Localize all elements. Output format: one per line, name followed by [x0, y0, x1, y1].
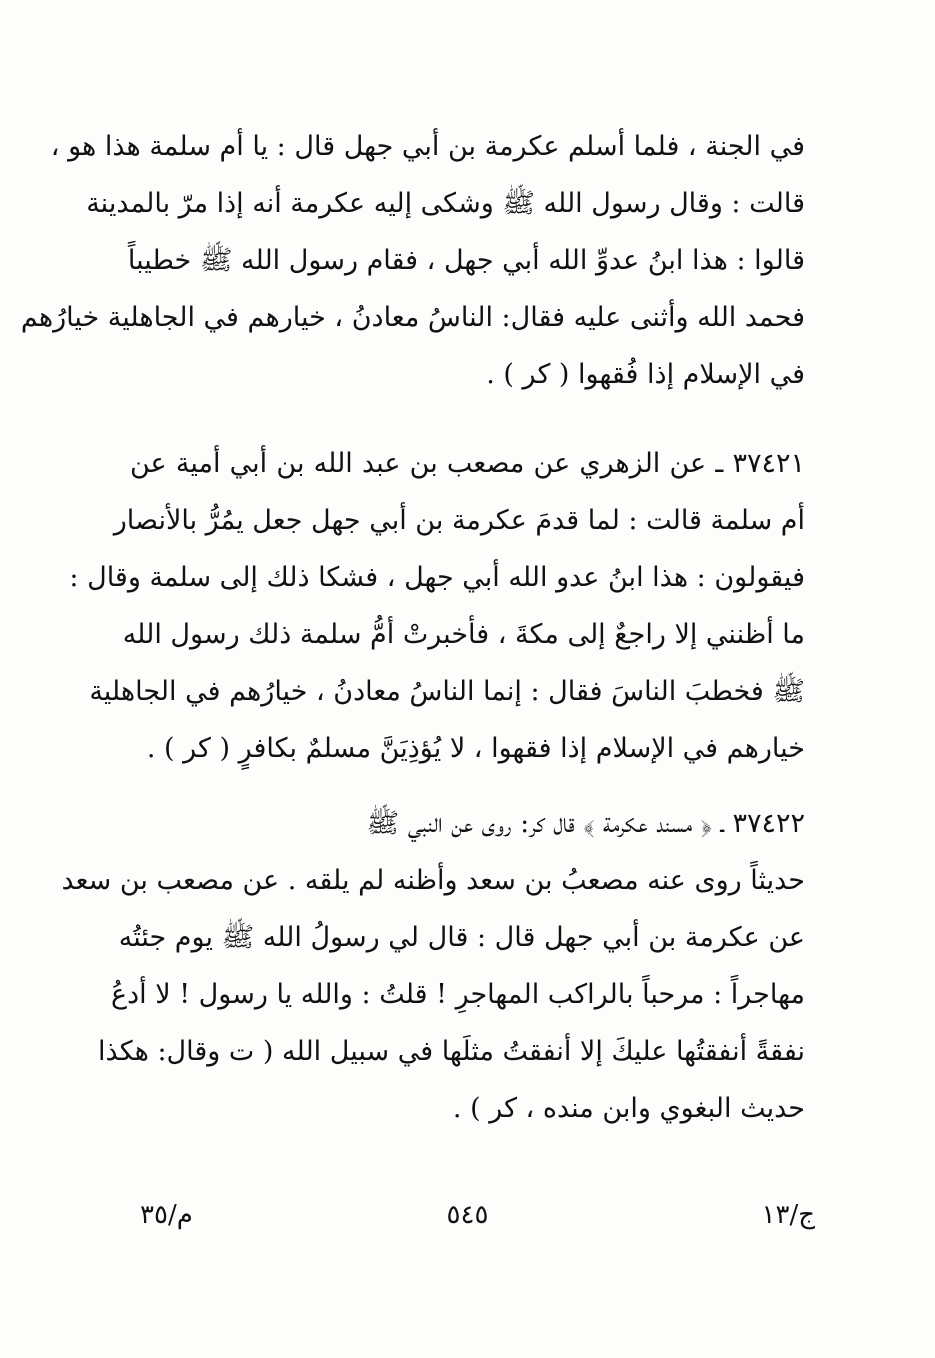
text-line: فيقولون : هذا ابنُ عدو الله أبي جهل ، فشكا ذلك إلى سلمة وقال : [69, 562, 805, 593]
text-line: قالت : وقال رسول الله ﷺ وشكى إليه عكرمة أنه إذا مرّ بالمدينة [86, 188, 805, 219]
text-line: في الجنة ، فلما أسلم عكرمة بن أبي جهل قال : يا أم سلمة هذا هو ، [50, 131, 805, 162]
text-line: نفقةً أنفقتُها عليكَ إلا أنفقتُ مثلَها في سبيل الله ( ت وقال: هكذا [98, 1036, 805, 1067]
text-line: ما أظنني إلا راجعٌ إلى مكةَ ، فأخبرتْ أمُّ سلمة ذلك رسول الله [122, 619, 805, 650]
text-line: قالوا : هذا ابنُ عدوِّ الله أبي جهل ، فقام رسول الله ﷺ خطيباً [127, 245, 805, 276]
text-line: حديث البغوي وابن منده ، كر ) . [452, 1093, 805, 1124]
paragraph-2 [69, 435, 805, 777]
volume-marker: ج/١٣ [761, 1200, 815, 1230]
signature-marker: م/٣٥ [140, 1200, 193, 1230]
paragraph-1 [20, 118, 805, 403]
text-line: مهاجراً : مرحباً بالراكب المهاجرِ ! قلتُ : والله يا رسول ! لا أدعُ [111, 979, 805, 1010]
text-line: ﷺ فخطبَ الناسَ فقال : إنما الناسُ معادنُ ، خيارُهم في الجاهلية [89, 676, 805, 707]
hadith-heading-line: ٣٧٤٢١ ـ عن الزهري عن مصعب بن عبد الله بن أبي أمية عن [130, 448, 805, 479]
text-line: حديثاً روى عنه مصعبُ بن سعد وأظنه لم يلقه . عن مصعب بن سعد [61, 865, 805, 896]
page-footer [0, 1200, 935, 1240]
text-line: أم سلمة قالت : لما قدمَ عكرمة بن أبي جهل جعل يمُرُّ بالأنصار [113, 505, 805, 536]
hadith-heading-line: ٣٧٤٢٢ ـ ﴿ مسند عكرمة ﴾ قال كر: روى عن النبي ﷺ [366, 808, 805, 839]
text-line: في الإسلام إذا فُقهوا ( كر ) . [486, 359, 805, 390]
text-line: فحمد الله وأثنى عليه فقال: الناسُ معادنُ ، خيارهم في الجاهلية خيارُهم [20, 302, 805, 333]
text-line: خيارهم في الإسلام إذا فقهوا ، لا يُؤذِيَنَّ مسلمٌ بكافرٍ ( كر ) . [146, 733, 805, 764]
text-line: عن عكرمة بن أبي جهل قال : قال لي رسولُ الله ﷺ يوم جئتُه [118, 922, 805, 953]
page-number: ٥٤٥ [446, 1200, 489, 1230]
paragraph-3 [61, 795, 805, 1137]
